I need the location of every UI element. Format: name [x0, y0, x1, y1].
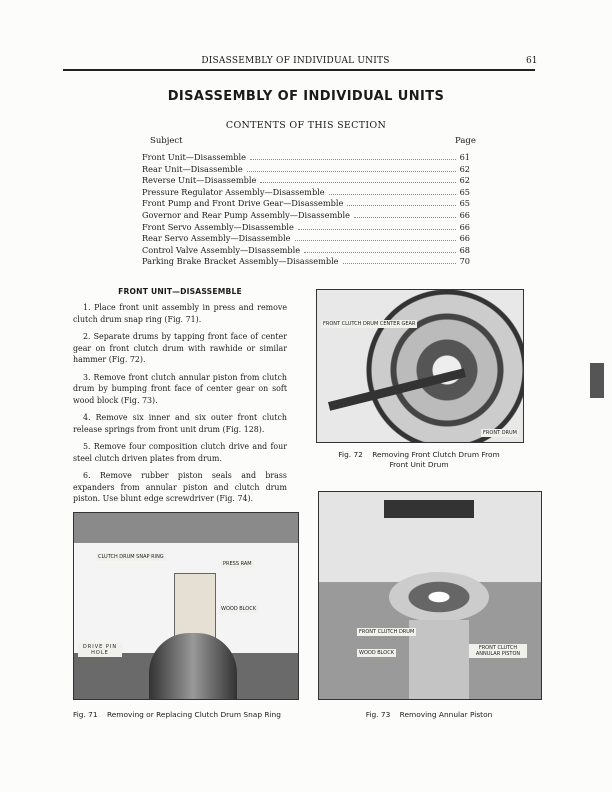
caption-line: Fig. 72 Removing Front Clutch Drum From — [338, 450, 500, 459]
fig72-caption — [316, 450, 522, 470]
toc-entry — [142, 164, 470, 176]
fig73-photo — [318, 491, 542, 700]
toc-subject: Governor and Rear Pump Assembly—Disassemble — [142, 209, 350, 220]
toc-entry — [142, 187, 470, 199]
leader-dots — [298, 222, 456, 230]
toc-entry — [142, 210, 470, 222]
toc-page: 70 — [459, 256, 470, 267]
toc-subject: Reverse Unit—Disassemble — [142, 175, 257, 186]
step: 1. Place front unit assembly in press and remove clutch drum snap ring (Fig. 71). — [73, 303, 287, 324]
leader-dots — [347, 198, 455, 206]
toc-subject: Rear Servo Assembly—Disassemble — [142, 233, 291, 244]
fig72-label: FRONT DRUM — [483, 430, 517, 436]
page-number: 61 — [526, 56, 538, 66]
table-of-contents — [142, 152, 470, 268]
toc-entry — [142, 256, 470, 268]
belt — [384, 500, 474, 518]
fig71-label: DRIVE PIN HOLE — [78, 643, 122, 657]
section-thumb-tab — [590, 363, 604, 398]
header-rule — [63, 69, 535, 71]
leader-dots — [247, 164, 456, 172]
toc-page: 66 — [459, 233, 470, 244]
step: 5. Remove four composition clutch drive and four steel clutch driven plates from drum. — [73, 442, 287, 463]
fig73-label: FRONT CLUTCH DRUM — [359, 629, 415, 635]
drum — [149, 633, 237, 699]
toc-entry — [142, 152, 470, 164]
toc-subject: Front Pump and Front Drive Gear—Disassemble — [142, 198, 344, 209]
toc-page: 65 — [459, 186, 470, 197]
toc-entry — [142, 222, 470, 234]
hammer-handle — [328, 368, 466, 411]
fig71-label: WOOD BLOCK — [221, 606, 256, 612]
step: 4. Remove six inner and six outer front clutch release springs from front unit drum (Fig. 128). — [73, 413, 287, 434]
toc-subject: Control Valve Assembly—Disassemble — [142, 244, 301, 255]
toc-page: 65 — [459, 198, 470, 209]
running-header: DISASSEMBLY OF INDIVIDUAL UNITS — [201, 56, 390, 66]
toc-subject: Front Servo Assembly—Disassemble — [142, 221, 294, 232]
page-title: DISASSEMBLY OF INDIVIDUAL UNITS — [167, 89, 445, 104]
toc-page: 66 — [459, 209, 470, 220]
page-column-label: Page — [455, 136, 476, 146]
leader-dots — [354, 210, 456, 218]
fig73-label: FRONT CLUTCH ANNULAR PISTON — [469, 644, 527, 658]
fig71-caption: Fig. 71 Removing or Replacing Clutch Drum Snap Ring — [73, 710, 281, 719]
toc-subject: Rear Unit—Disassemble — [142, 163, 243, 174]
toc-page: 62 — [459, 175, 470, 186]
fig71-label: PRESS RAM — [223, 561, 252, 567]
toc-page: 61 — [459, 152, 470, 162]
wood-block — [409, 620, 469, 699]
fig72-photo — [316, 289, 524, 443]
caption-line: Front Unit Drum — [389, 460, 449, 469]
leader-dots — [304, 245, 455, 253]
piston-ring — [389, 572, 489, 622]
toc-page: 62 — [459, 163, 470, 174]
toc-page: 66 — [459, 221, 470, 232]
toc-entry — [142, 233, 470, 245]
procedure-steps — [73, 302, 287, 511]
fig71-label: CLUTCH DRUM SNAP RING — [98, 554, 164, 560]
step: 2. Separate drums by tapping front face of center gear on front clutch drum with rawhide or similar hammer (Fig. 72). — [73, 332, 287, 364]
toc-subject: Pressure Regulator Assembly—Disassemble — [142, 186, 325, 197]
toc-subject: Front Unit—Disassemble — [142, 152, 246, 162]
toc-entry — [142, 198, 470, 210]
leader-dots — [343, 256, 456, 264]
toc-subject: Parking Brake Bracket Assembly—Disassemble — [142, 256, 339, 267]
subject-column-label: Subject — [150, 136, 183, 146]
step: 6. Remove rubber piston seals and brass expanders from annular piston and clutch drum piston. Use blunt edge screwdriver (Fig. 74). — [73, 471, 287, 503]
section-heading: FRONT UNIT—DISASSEMBLE — [118, 287, 242, 296]
leader-dots — [260, 175, 455, 183]
leader-dots — [295, 233, 456, 241]
toc-entry — [142, 245, 470, 257]
leader-dots — [329, 187, 456, 195]
leader-dots — [250, 152, 456, 160]
toc-entry — [142, 175, 470, 187]
fig73-caption: Fig. 73 Removing Annular Piston — [365, 710, 493, 719]
step: 3. Remove front clutch annular piston from clutch drum by bumping front face of center gear on soft wood block (Fig. 73). — [73, 372, 287, 405]
toc-page: 68 — [459, 244, 470, 255]
fig73-label: WOOD BLOCK — [359, 650, 394, 656]
fig71-photo — [73, 512, 299, 700]
contents-heading: CONTENTS OF THIS SECTION — [225, 120, 387, 131]
fig72-label: FRONT CLUTCH DRUM CENTER GEAR — [323, 321, 416, 327]
